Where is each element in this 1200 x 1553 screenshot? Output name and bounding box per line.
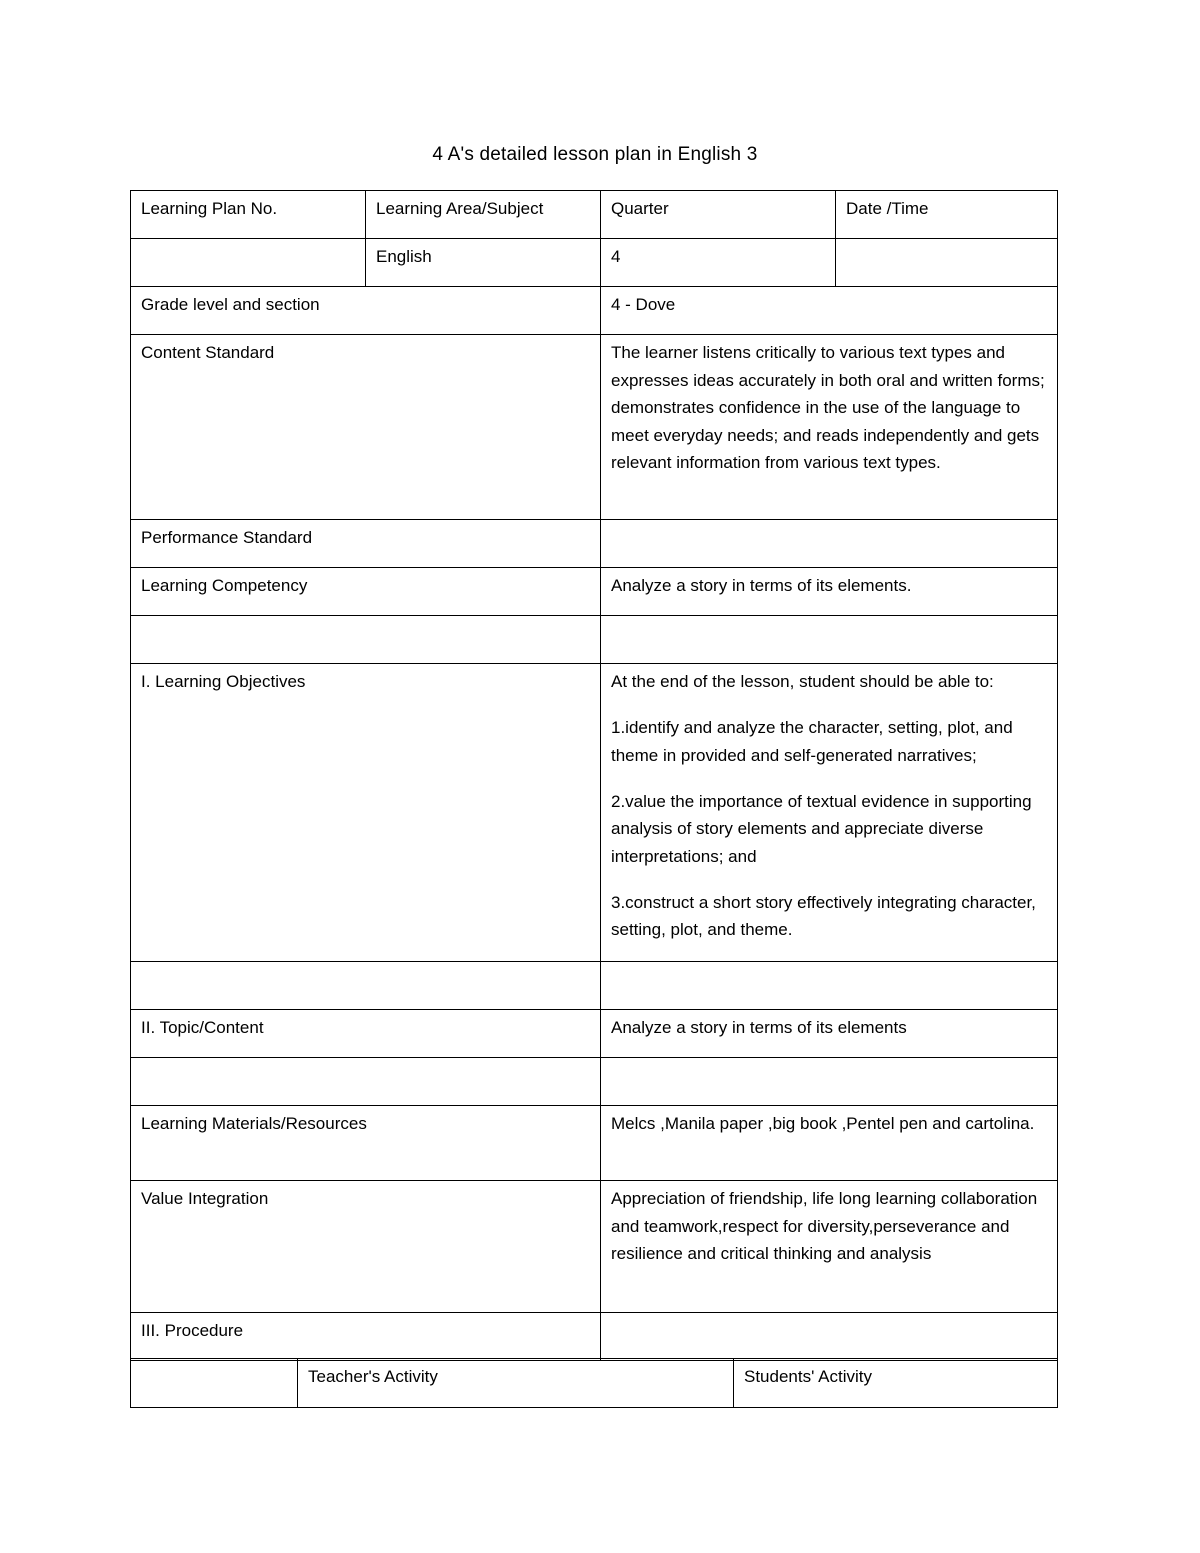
students-activity-header: Students' Activity bbox=[734, 1359, 1058, 1408]
document-title: 4 A's detailed lesson plan in English 3 bbox=[432, 144, 758, 165]
value-integration-value: Appreciation of friendship, life long learning collaboration and teamwork,respect for diversity,perseverance and resilience and critical thinking and analysis bbox=[601, 1181, 1058, 1313]
empty-cell bbox=[131, 1058, 601, 1106]
value-integration-label: Value Integration bbox=[131, 1181, 601, 1313]
objective-item: 1.identify and analyze the character, setting, plot, and theme in provided and self-generated narratives; bbox=[611, 718, 1013, 765]
procedure-label: III. Procedure bbox=[131, 1313, 601, 1361]
empty-cell bbox=[601, 962, 1058, 1010]
activity-empty-cell bbox=[131, 1359, 298, 1408]
header-values-row bbox=[131, 239, 1058, 287]
learning-competency-row bbox=[131, 568, 1058, 616]
grade-label: Grade level and section bbox=[131, 287, 601, 335]
performance-standard-row bbox=[131, 520, 1058, 568]
learning-competency-value: Analyze a story in terms of its elements. bbox=[601, 568, 1058, 616]
datetime-value bbox=[836, 239, 1058, 287]
objective-item: 3.construct a short story effectively integrating character, setting, plot, and theme. bbox=[611, 892, 1036, 939]
quarter-value: 4 bbox=[601, 239, 836, 287]
lesson-plan-table bbox=[130, 190, 1058, 1361]
materials-value: Melcs ,Manila paper ,big book ,Pentel pen and cartolina. bbox=[601, 1106, 1058, 1181]
empty-cell bbox=[131, 962, 601, 1010]
objectives-intro: At the end of the lesson, student should be able to: bbox=[611, 672, 994, 691]
learning-objectives-label: I. Learning Objectives bbox=[131, 664, 601, 962]
value-integration-row bbox=[131, 1181, 1058, 1313]
empty-row bbox=[131, 962, 1058, 1010]
header-row bbox=[131, 191, 1058, 239]
empty-cell bbox=[601, 616, 1058, 664]
content-standard-value: The learner listens critically to various text types and expresses ideas accurately in both oral and written forms; demonstrates confidence in the use of the language to meet everyday needs; and reads independently and gets relevant information from various text types. bbox=[601, 335, 1058, 520]
subject-label: Learning Area/Subject bbox=[366, 191, 601, 239]
content-standard-row bbox=[131, 335, 1058, 520]
objective-item: 2.value the importance of textual evidence in supporting analysis of story elements and appreciate diverse interpretations; and bbox=[611, 791, 1032, 866]
subject-value: English bbox=[366, 239, 601, 287]
quarter-label: Quarter bbox=[601, 191, 836, 239]
materials-label: Learning Materials/Resources bbox=[131, 1106, 601, 1181]
activity-header-row bbox=[131, 1359, 1058, 1408]
datetime-label: Date /Time bbox=[836, 191, 1058, 239]
learning-objectives-value bbox=[601, 664, 1058, 962]
learning-competency-label: Learning Competency bbox=[131, 568, 601, 616]
topic-label: II. Topic/Content bbox=[131, 1010, 601, 1058]
procedure-row bbox=[131, 1313, 1058, 1361]
grade-value: 4 - Dove bbox=[601, 287, 1058, 335]
procedure-value bbox=[601, 1313, 1058, 1361]
topic-row bbox=[131, 1010, 1058, 1058]
plan-no-label: Learning Plan No. bbox=[131, 191, 366, 239]
empty-cell bbox=[131, 616, 601, 664]
teacher-activity-header: Teacher's Activity bbox=[298, 1359, 734, 1408]
empty-cell bbox=[601, 1058, 1058, 1106]
topic-value: Analyze a story in terms of its elements bbox=[601, 1010, 1058, 1058]
plan-no-value bbox=[131, 239, 366, 287]
performance-standard-label: Performance Standard bbox=[131, 520, 601, 568]
grade-row bbox=[131, 287, 1058, 335]
empty-row bbox=[131, 616, 1058, 664]
materials-row bbox=[131, 1106, 1058, 1181]
activity-table bbox=[130, 1358, 1058, 1408]
content-standard-label: Content Standard bbox=[131, 335, 601, 520]
learning-objectives-row bbox=[131, 664, 1058, 962]
empty-row bbox=[131, 1058, 1058, 1106]
performance-standard-value bbox=[601, 520, 1058, 568]
